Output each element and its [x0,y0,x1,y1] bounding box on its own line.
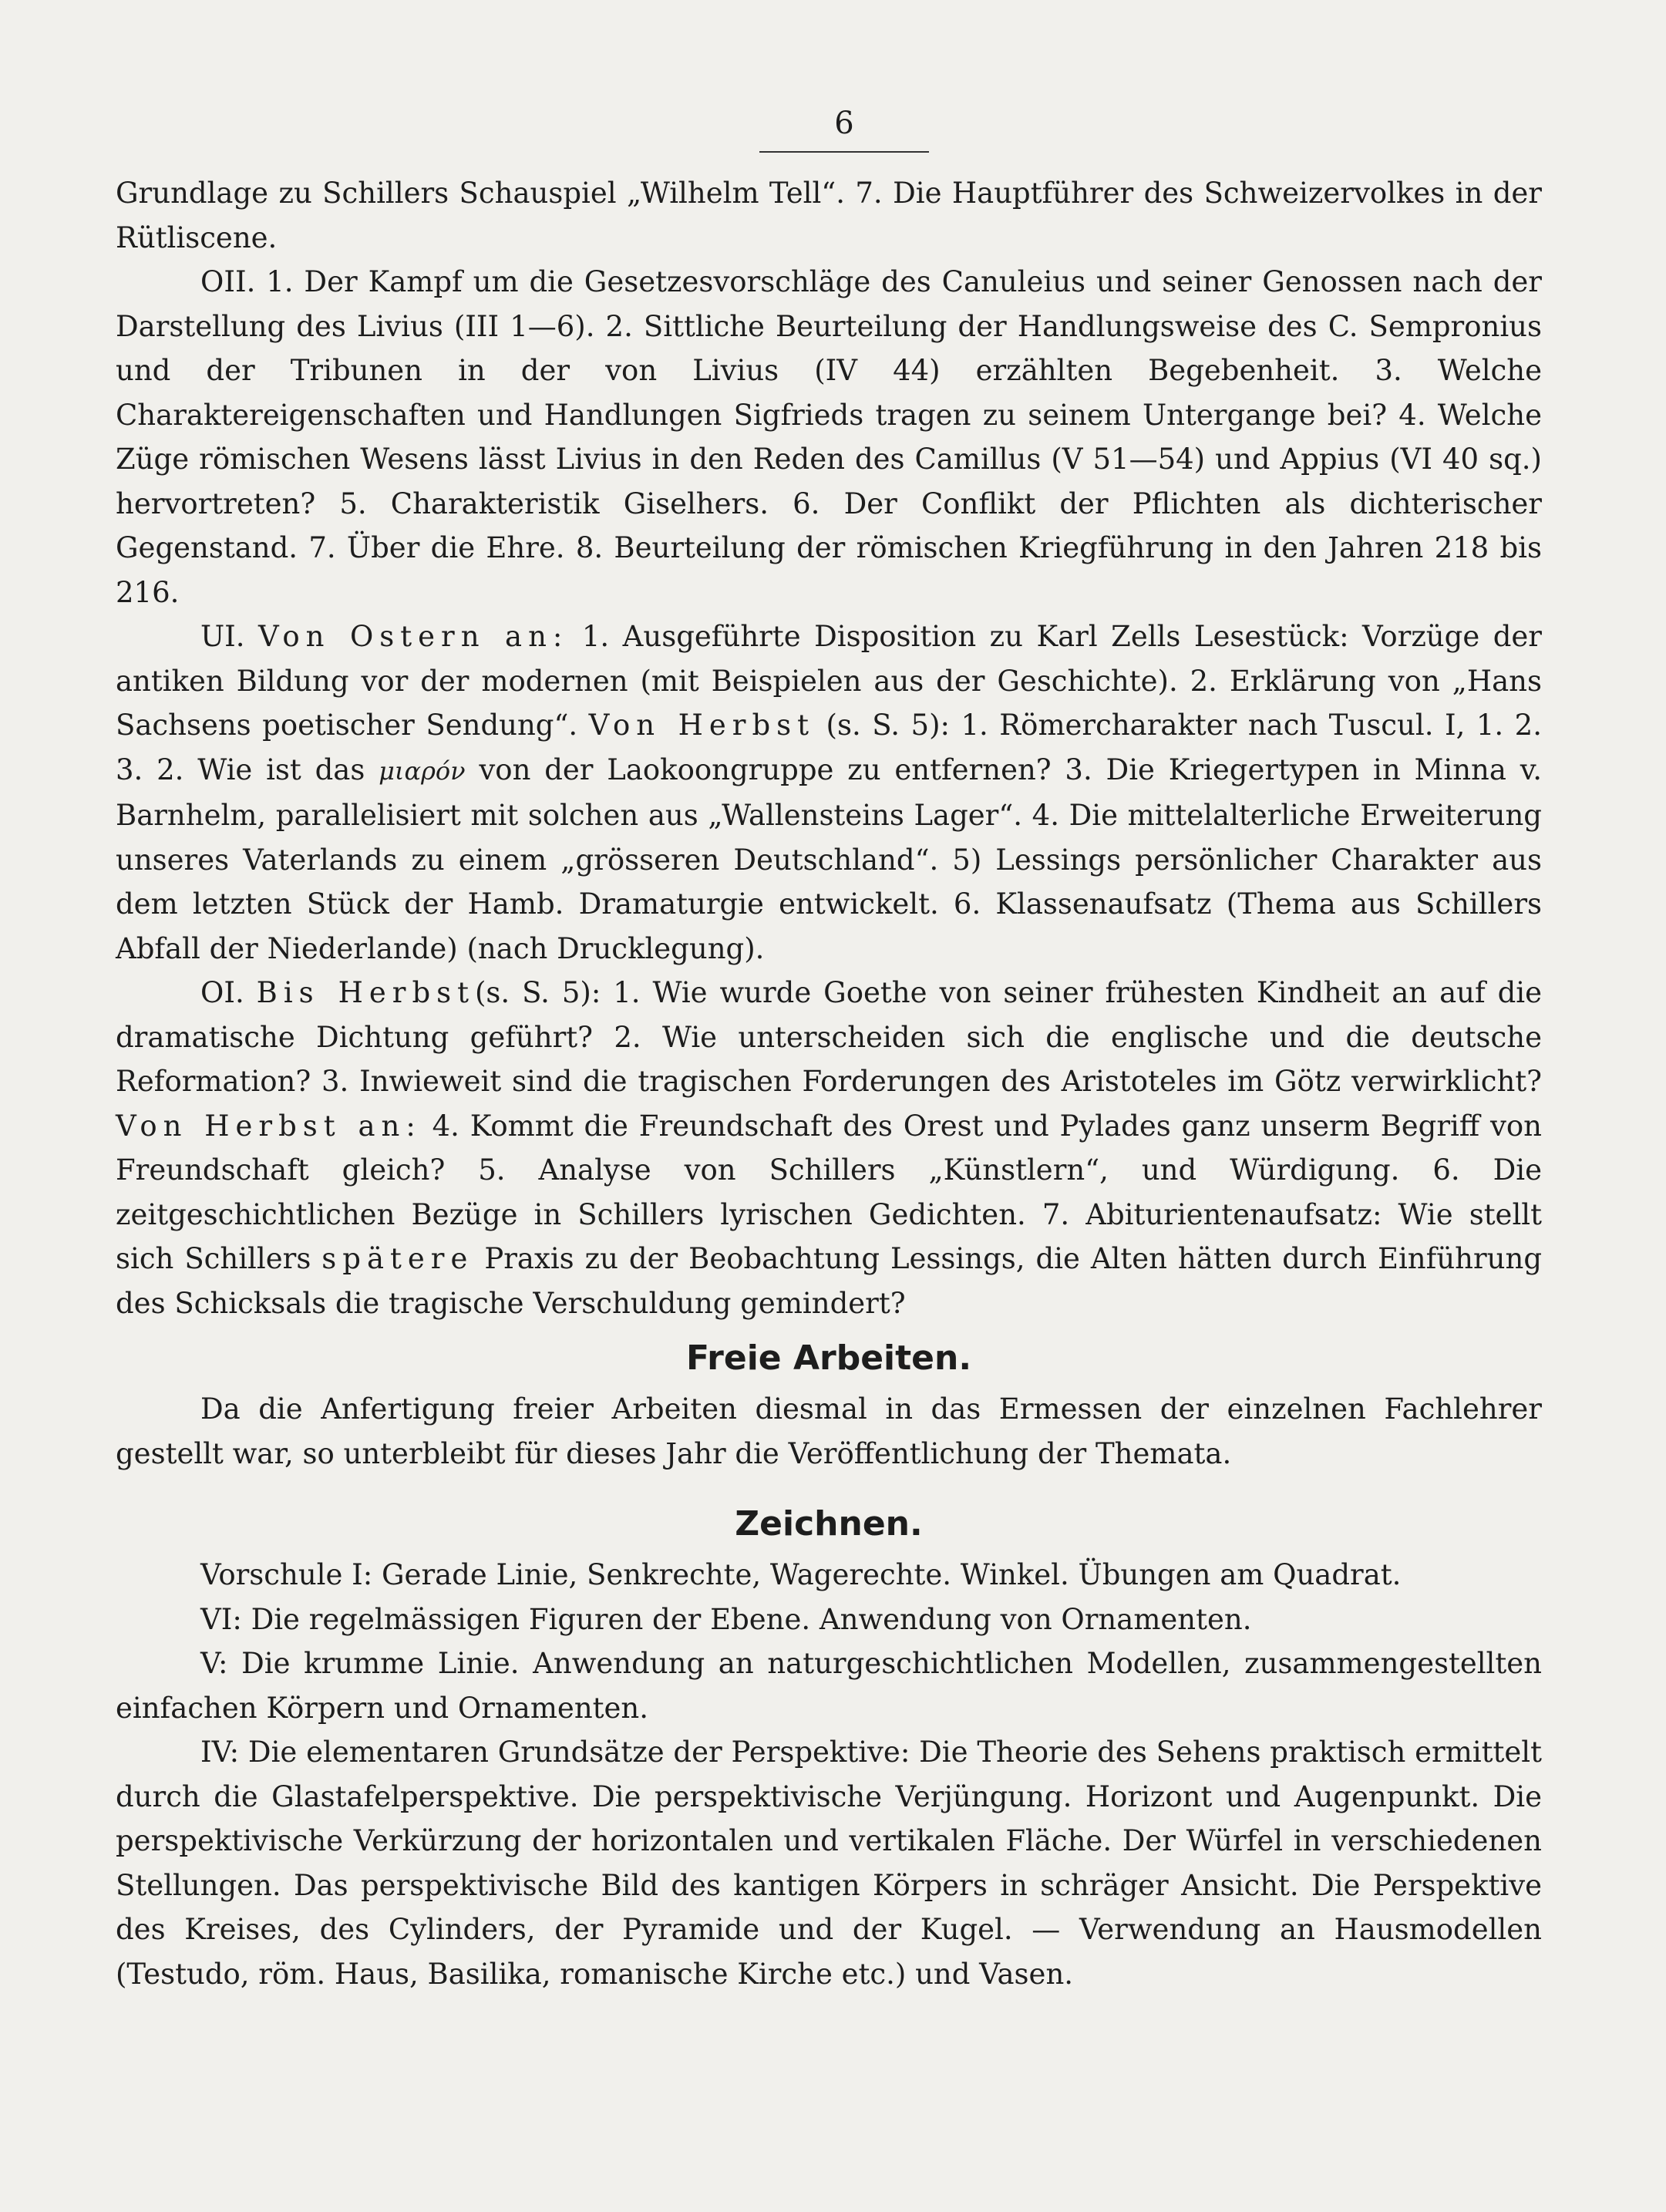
heading-freie-arbeiten: Freie Arbeiten. [685,1338,972,1378]
paragraph-continuation: Grundlage zu Schillers Schauspiel „Wilhelm Tell“. 7. Die Hauptführer des Schweizervolkes in der Rütliscene. [116,177,1542,254]
class-label-ui: UI. [200,620,245,653]
zeichnen-item: VI: Die regelmässigen Figuren der Ebene. Anwendung von Ornamenten. [200,1602,1252,1636]
ui-text-1: 1. Ausgeführte Disposition zu Karl Zells Lesestück: Vorzüge der antiken Bildung vor der modernen (mit Beispielen aus der Geschichte). 2. Erklärung von „Hans Sachsens poetischer Sendung“. [116,620,1542,742]
essay-topics-section [116,171,1542,1325]
freie-arbeiten-text: Da die Anfertigung freier Arbeiten diesmal in das Ermessen der einzelnen Fachlehrer gestellt war, so unterbleibt für dieses Jahr die Veröffentlichung der Themata. [116,1392,1542,1470]
zeichnen-item: V: Die krumme Linie. Anwendung an naturgeschichtlichen Modellen, zusammengestellten einfachen Körpern und Ornamenten. [116,1647,1542,1725]
oi-text-3: Praxis zu der Beobachtung Lessings, die Alten hätten durch Einführung des Schicksals die tragische Verschuldung gemindert? [116,1242,1543,1320]
greek-word: μιαρόν [379,756,466,786]
ui-text-2: (s. S. 5): 1. Römercharakter nach Tuscul. I, 1. 2. 3. 2. Wie ist das [116,709,1542,786]
freie-arbeiten-section [116,1387,1542,1476]
zeichnen-item: Vorschule I: Gerade Linie, Senkrechte, Wagerechte. Winkel. Übungen am Quadrat. [200,1558,1402,1591]
spaced-spaetere: spätere [321,1242,474,1275]
header-rule [759,151,929,153]
document-page [116,100,1542,1996]
paragraph-oi [116,971,1542,1325]
spaced-bis-herbst: Bis Herbst [256,976,475,1009]
spaced-von-herbst: Von Herbst [588,709,816,742]
spaced-von-ostern: Von Ostern an: [258,620,569,653]
zeichnen-item: IV: Die elementaren Grundsätze der Perspektive: Die Theorie des Sehens praktisch ermittelt durch die Glastafelperspektive. Die perspektivische Verjüngung. Horizont und Augenpunkt. Die perspektivische Verkürzung der horizontalen und vertikalen Fläche. Der Würfel in verschiedenen Stellungen. Das perspektivische Bild des kantigen Körpers in schräger Ansicht. Die Perspektive des Kreises, des Cylinders, der Pyramide und der Kugel. — Verwendung an Hausmodellen (Testudo, röm. Haus, Basilika, romanische Kirche etc.) und Vasen. [116,1736,1542,1991]
oi-text-2: 4. Kommt die Freundschaft des Orest und Pylades ganz unserm Begriff von Freundschaft gleich? 5. Analyse von Schillers „Künstlern“, und Würdigung. 6. Die zeitgeschichtlichen Bezüge in Schillers lyrischen Gedichten. 7. Abiturientenaufsatz: Wie stellt sich Schillers [116,1109,1542,1275]
spaced-von-herbst-an: Von Herbst an: [116,1109,422,1143]
zeichnen-section [116,1553,1542,1996]
ui-text-3: von der Laokoongruppe zu entfernen? 3. Die Kriegertypen in Minna v. Barnhelm, parallelisiert mit solchen aus „Wallensteins Lager“. 4. Die mittelalterliche Erweiterung unseres Vaterlands zu einem „grösseren Deutschland“. 5) Lessings persönlicher Charakter aus dem letzten Stück der Hamb. Dramaturgie entwickelt. 6. Klassenaufsatz (Thema aus Schillers Abfall der Niederlande) (nach Drucklegung). [116,752,1542,965]
paragraph-ui [116,614,1542,971]
oi-text-1: (s. S. 5): 1. Wie wurde Goethe von seiner frühesten Kindheit an auf die dramatische Dichtung geführt? 2. Wie unterscheiden sich die englische und die deutsche Reformation? 3. Inwieweit sind die tragischen Forderungen des Aristoteles im Götz verwirklicht? [116,976,1542,1098]
heading-zeichnen: Zeichnen. [735,1504,923,1544]
paragraph-oii: OII. 1. Der Kampf um die Gesetzesvorschläge des Canuleius und seiner Genossen nach der Darstellung des Livius (III 1—6). 2. Sittliche Beurteilung der Handlungsweise des C. Sempronius und der Tribunen in der von Livius (IV 44) erzählten Begebenheit. 3. Welche Charaktereigenschaften und Handlungen Sigfrieds tragen zu seinem Untergange bei? 4. Welche Züge römischen Wesens lässt Livius in den Reden des Camillus (V 51—54) und Appius (VI 40 sq.) hervortreten? 5. Charakteristik Giselhers. 6. Der Conflikt der Pflichten als dichterischer Gegenstand. 7. Über die Ehre. 8. Beurteilung der römischen Kriegführung in den Jahren 218 bis 216. [116,265,1542,609]
page-number: 6 [834,106,854,141]
class-label-oi: OI. [200,976,244,1009]
